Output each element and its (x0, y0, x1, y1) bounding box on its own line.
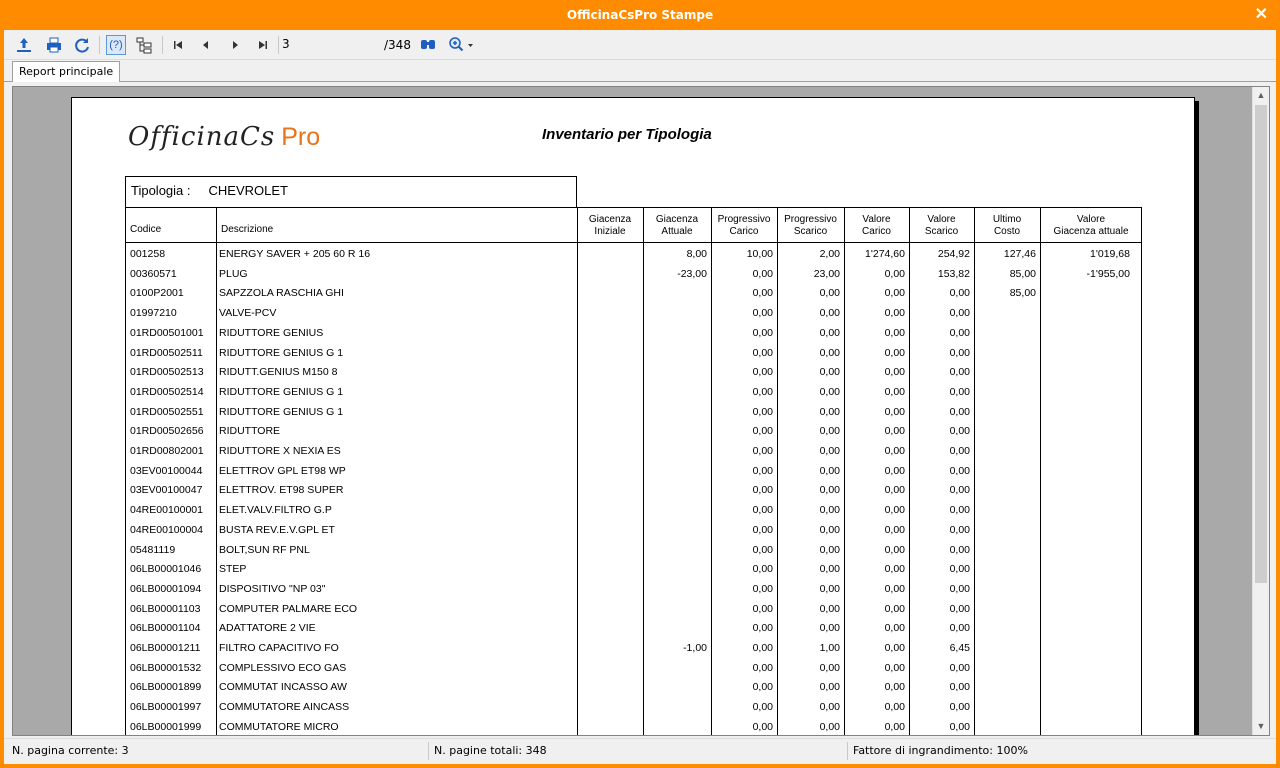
table-cell: 0,00 (884, 464, 905, 477)
table-cell: 0,00 (884, 661, 905, 674)
col-header-line: Ultimo (992, 214, 1022, 225)
table-cell: COMMUTATORE AINCASS (219, 701, 350, 714)
table-row (125, 284, 1142, 304)
table-row (125, 304, 1142, 324)
table-cell: 0,00 (884, 602, 905, 615)
table-cell: 04RE00100001 (130, 504, 203, 517)
table-cell: 1'019,68 (1090, 248, 1130, 260)
table-cell: 01RD00502656 (130, 425, 204, 438)
table-cell: 0,00 (752, 267, 773, 280)
table-cell: 0,00 (819, 346, 840, 359)
table-cell: 0,00 (819, 307, 840, 320)
col-header-line: Iniziale (594, 226, 626, 237)
tipologia-label: Tipologia : (131, 183, 191, 198)
table-cell: 0,00 (752, 366, 773, 379)
table-cell: 0,00 (884, 267, 905, 280)
table-cell: 0,00 (752, 287, 773, 300)
table-cell: 0,00 (819, 425, 840, 438)
report-title: Inventario per Tipologia (542, 126, 712, 143)
table-cell: 0,00 (949, 681, 970, 694)
table-row (125, 344, 1142, 364)
close-button[interactable]: ✕ (1254, 6, 1268, 23)
table-cell: 0,00 (752, 622, 773, 635)
table-cell: 0,00 (752, 681, 773, 694)
table-cell: 0,00 (949, 701, 970, 714)
zoom-icon[interactable] (446, 35, 476, 55)
table-cell: RIDUTTORE GENIUS G 1 (219, 405, 344, 418)
table-cell: 0,00 (819, 681, 840, 694)
table-cell: 153,82 (937, 267, 970, 280)
table-cell: 0,00 (949, 425, 970, 438)
table-cell: 0,00 (949, 464, 970, 477)
table-cell: 0,00 (819, 385, 840, 398)
table-cell: 0,00 (949, 523, 970, 536)
col-header-descrizione: Descrizione (221, 224, 274, 235)
tree-icon[interactable] (134, 35, 154, 55)
col-header-line: Progressivo (784, 214, 837, 225)
table-cell: 0,00 (884, 543, 905, 556)
table-cell: SAPZZOLA RASCHIA GHI (219, 287, 344, 300)
table-cell: 1'274,60 (865, 248, 905, 260)
table-cell: 0,00 (884, 445, 905, 457)
table-cell: 0,00 (752, 563, 773, 576)
table-row (125, 501, 1142, 521)
table-cell: 0,00 (752, 385, 773, 398)
next-page-icon[interactable] (225, 35, 245, 55)
table-cell: 0,00 (884, 622, 905, 635)
table-cell: 0,00 (819, 720, 840, 733)
table-cell: 0,00 (884, 563, 905, 576)
report-page (71, 97, 1195, 736)
window-title: OfficinaCsPro Stampe (566, 8, 714, 22)
tab-bar (4, 60, 1276, 82)
table-row (125, 678, 1142, 698)
table-cell: 0,00 (752, 346, 773, 359)
col-header-valore-giacenza-attuale (1040, 207, 1142, 242)
table-cell: 0,00 (819, 582, 840, 595)
table-cell: 0,00 (884, 287, 905, 300)
table-cell: 0,00 (752, 405, 773, 418)
table-row (125, 324, 1142, 344)
table-cell: 0,00 (752, 326, 773, 339)
vertical-scrollbar[interactable] (1252, 87, 1269, 735)
table-cell: 01RD00502513 (130, 366, 204, 379)
table-cell: COMPUTER PALMARE ECO (219, 602, 358, 615)
table-cell: 10,00 (746, 248, 773, 260)
table-cell: 0,00 (819, 701, 840, 714)
table-row (125, 698, 1142, 718)
table-cell: 0,00 (752, 661, 773, 674)
table-cell: 0,00 (884, 504, 905, 517)
table-cell: FILTRO CAPACITIVO FO (219, 642, 339, 654)
table-cell: 1,00 (819, 642, 840, 654)
status-total-pages: N. pagine totali: 348 (434, 744, 547, 757)
table-cell: ELETTROV. ET98 SUPER (219, 484, 344, 497)
table-cell: 0,00 (949, 563, 970, 576)
table-cell: 06LB00001997 (130, 701, 202, 714)
table-cell: 0,00 (752, 582, 773, 595)
table-cell: 03EV00100047 (130, 484, 203, 497)
status-bar (4, 738, 1276, 764)
table-cell: 0,00 (884, 701, 905, 714)
status-separator (428, 742, 429, 760)
page-total-label: /348 (384, 38, 411, 52)
table-cell: 0,00 (752, 445, 773, 457)
col-header-progressivo-scarico (777, 207, 844, 242)
col-header-line: Costo (993, 226, 1021, 237)
table-row (125, 659, 1142, 679)
table-cell: ELET.VALV.FILTRO G.P (219, 504, 332, 517)
tipologia-box (125, 176, 577, 207)
table-cell: COMMUTATORE MICRO (219, 720, 339, 733)
table-cell: 0,00 (752, 701, 773, 714)
col-header-line: Attuale (661, 226, 693, 237)
table-cell: 85,00 (1009, 267, 1036, 280)
table-cell: -23,00 (677, 267, 707, 280)
table-cell: PLUG (219, 267, 248, 280)
table-cell: 85,00 (1009, 287, 1036, 300)
col-header-progressivo-carico (711, 207, 777, 242)
table-cell: 0,00 (949, 661, 970, 674)
find-icon[interactable] (418, 35, 438, 55)
table-cell: 0,00 (819, 464, 840, 477)
table-row (125, 580, 1142, 600)
table-cell: 6,45 (949, 642, 970, 654)
table-cell: 0,00 (949, 307, 970, 320)
toolbar-separator (99, 36, 100, 54)
col-header-valore-carico (844, 207, 909, 242)
col-header-line: Giacenza attuale (1053, 226, 1129, 237)
tab-report-principale[interactable]: Report principale (12, 61, 120, 82)
page-number-input[interactable]: 3 (282, 37, 290, 51)
table-cell: 06LB00001094 (130, 582, 202, 595)
table-border (125, 242, 1142, 243)
col-header-line: Valore (1076, 214, 1106, 225)
table-cell: 0,00 (752, 642, 773, 654)
table-cell: 0,00 (819, 445, 840, 457)
table-cell: 23,00 (813, 267, 840, 280)
table-cell: 0,00 (752, 602, 773, 615)
table-cell: COMPLESSIVO ECO GAS (219, 661, 347, 674)
table-row (125, 541, 1142, 561)
table-cell: 0,00 (949, 405, 970, 418)
table-cell: 001258 (130, 248, 166, 260)
table-cell: 0,00 (819, 366, 840, 379)
table-cell: 01RD00802001 (130, 445, 204, 457)
table-cell: 0,00 (752, 425, 773, 438)
table-cell: 0100P2001 (130, 287, 184, 300)
table-cell: 0,00 (819, 326, 840, 339)
scroll-up-icon[interactable]: ▲ (1256, 90, 1266, 100)
table-cell: STEP (219, 563, 247, 576)
table-cell: 0,00 (884, 405, 905, 418)
prev-page-icon[interactable] (196, 35, 216, 55)
table-cell: 0,00 (819, 602, 840, 615)
table-cell: 06LB00001999 (130, 720, 202, 733)
table-row (125, 639, 1142, 659)
table-cell: 8,00 (686, 248, 707, 260)
table-cell: RIDUTTORE GENIUS (219, 326, 324, 339)
table-row (125, 383, 1142, 403)
logo (128, 122, 320, 152)
table-cell: 0,00 (884, 642, 905, 654)
status-zoom: Fattore di ingrandimento: 100% (853, 744, 1028, 757)
table-row (125, 363, 1142, 383)
first-page-icon[interactable] (168, 35, 188, 55)
table-cell: BOLT,SUN RF PNL (219, 543, 310, 556)
tipologia-value: CHEVROLET (208, 183, 288, 198)
table-cell: 0,00 (752, 543, 773, 556)
table-row (125, 619, 1142, 639)
table-cell: ENERGY SAVER + 205 60 R 16 (219, 248, 371, 260)
table-cell: 0,00 (949, 366, 970, 379)
col-header-ultimo-costo (974, 207, 1040, 242)
table-row (125, 481, 1142, 501)
table-cell: 00360571 (130, 267, 177, 280)
col-header-line: Giacenza (588, 214, 632, 225)
table-cell: 06LB00001104 (130, 622, 201, 635)
table-cell: 0,00 (752, 484, 773, 497)
table-cell: 06LB00001899 (130, 681, 202, 694)
table-cell: 254,92 (937, 248, 970, 260)
table-cell: 0,00 (819, 287, 840, 300)
table-cell: 0,00 (752, 720, 773, 733)
logo-pro: Pro (281, 123, 321, 151)
table-row (125, 245, 1142, 265)
table-cell: 0,00 (949, 445, 970, 457)
table-cell: 0,00 (949, 543, 970, 556)
table-cell: 0,00 (752, 504, 773, 517)
col-header-line: Valore (862, 214, 891, 225)
status-current-page: N. pagina corrente: 3 (12, 744, 129, 757)
table-cell: -1'955,00 (1086, 267, 1130, 280)
table-cell: 0,00 (819, 563, 840, 576)
table-cell: 06LB00001103 (130, 602, 201, 615)
table-cell: RIDUTT.GENIUS M150 8 (219, 366, 338, 379)
table-cell: 0,00 (949, 385, 970, 398)
table-cell: 0,00 (819, 622, 840, 635)
export-icon[interactable] (14, 35, 34, 55)
col-header-giacenza-attuale (643, 207, 711, 242)
table-cell: 05481119 (130, 543, 176, 556)
table-cell: 06LB00001046 (130, 563, 202, 576)
table-cell: 0,00 (949, 582, 970, 595)
table-cell: 0,00 (949, 346, 970, 359)
table-cell: 01RD00502511 (130, 346, 203, 359)
table-cell: 2,00 (819, 248, 840, 260)
col-header-line: Valore (927, 214, 956, 225)
table-cell: 0,00 (884, 366, 905, 379)
col-header-codice: Codice (130, 224, 162, 235)
table-row (125, 521, 1142, 541)
help-icon[interactable]: (?) (106, 35, 126, 55)
scroll-down-icon[interactable]: ▼ (1256, 721, 1266, 731)
table-cell: 04RE00100004 (130, 523, 203, 536)
table-cell: COMMUTAT INCASSO AW (219, 681, 347, 694)
table-cell: 0,00 (819, 543, 840, 556)
table-cell: 0,00 (949, 720, 970, 733)
col-header-line: Scarico (924, 226, 959, 237)
table-cell: RIDUTTORE (219, 425, 281, 438)
table-row (125, 718, 1142, 736)
table-cell: 0,00 (819, 523, 840, 536)
inventory-table (125, 207, 1142, 736)
table-row (125, 403, 1142, 423)
last-page-icon[interactable] (253, 35, 273, 55)
table-cell: 0,00 (884, 582, 905, 595)
table-cell: 0,00 (884, 425, 905, 438)
col-header-line: Giacenza (655, 214, 699, 225)
table-cell: DISPOSITIVO "NP 03" (219, 582, 326, 595)
table-cell: 0,00 (884, 346, 905, 359)
table-cell: 03EV00100044 (130, 464, 203, 477)
report-preview-area (12, 86, 1270, 736)
title-bar (0, 0, 1280, 30)
table-cell: ELETTROV GPL ET98 WP (219, 464, 346, 477)
table-cell: 0,00 (884, 484, 905, 497)
col-header-line: Scarico (793, 226, 828, 237)
table-cell: 0,00 (884, 326, 905, 339)
table-cell: 0,00 (819, 405, 840, 418)
table-row (125, 462, 1142, 482)
status-separator (847, 742, 848, 760)
table-cell: 0,00 (884, 720, 905, 733)
col-header-line: Carico (729, 226, 759, 237)
table-row (125, 600, 1142, 620)
table-row (125, 442, 1142, 462)
table-cell: -1,00 (683, 642, 707, 654)
table-cell: 0,00 (949, 622, 970, 635)
table-cell: RIDUTTORE X NEXIA ES (219, 445, 341, 457)
table-cell: 0,00 (884, 681, 905, 694)
scrollbar-thumb[interactable] (1255, 105, 1267, 583)
table-cell: 0,00 (884, 523, 905, 536)
table-cell: 01RD00502551 (130, 405, 204, 418)
table-cell: 01RD00502514 (130, 385, 204, 398)
table-cell: VALVE-PCV (219, 307, 277, 320)
table-cell: 0,00 (949, 602, 970, 615)
table-cell: 0,00 (819, 484, 840, 497)
table-row (125, 265, 1142, 285)
table-cell: 0,00 (949, 504, 970, 517)
table-row (125, 422, 1142, 442)
table-cell: 01RD00501001 (130, 326, 204, 339)
col-header-line: Progressivo (717, 214, 771, 225)
table-cell: 0,00 (884, 307, 905, 320)
table-cell: BUSTA REV.E.V.GPL ET (219, 523, 335, 536)
toolbar-separator (162, 36, 163, 54)
table-cell: 0,00 (949, 287, 970, 300)
table-row (125, 560, 1142, 580)
table-cell: 0,00 (884, 385, 905, 398)
table-cell: 0,00 (752, 307, 773, 320)
toolbar-separator (278, 36, 279, 54)
table-cell: 127,46 (1003, 248, 1036, 260)
table-cell: RIDUTTORE GENIUS G 1 (219, 385, 344, 398)
logo-main: OfficinaCs (128, 122, 276, 152)
refresh-icon[interactable] (72, 35, 92, 55)
table-cell: 06LB00001532 (130, 661, 202, 674)
table-cell: 0,00 (752, 523, 773, 536)
table-cell: 0,00 (949, 484, 970, 497)
table-cell: ADATTATORE 2 VIE (219, 622, 316, 635)
table-cell: 01997210 (130, 307, 177, 320)
print-icon[interactable] (44, 35, 64, 55)
col-header-valore-scarico (909, 207, 974, 242)
table-cell: 0,00 (949, 326, 970, 339)
col-header-line: Carico (862, 226, 891, 237)
table-cell: RIDUTTORE GENIUS G 1 (219, 346, 344, 359)
table-cell: 06LB00001211 (130, 642, 201, 654)
table-cell: 0,00 (819, 504, 840, 517)
table-cell: 0,00 (819, 661, 840, 674)
col-header-giacenza-iniziale (577, 207, 643, 242)
table-cell: 0,00 (752, 464, 773, 477)
toolbar (4, 30, 1276, 60)
